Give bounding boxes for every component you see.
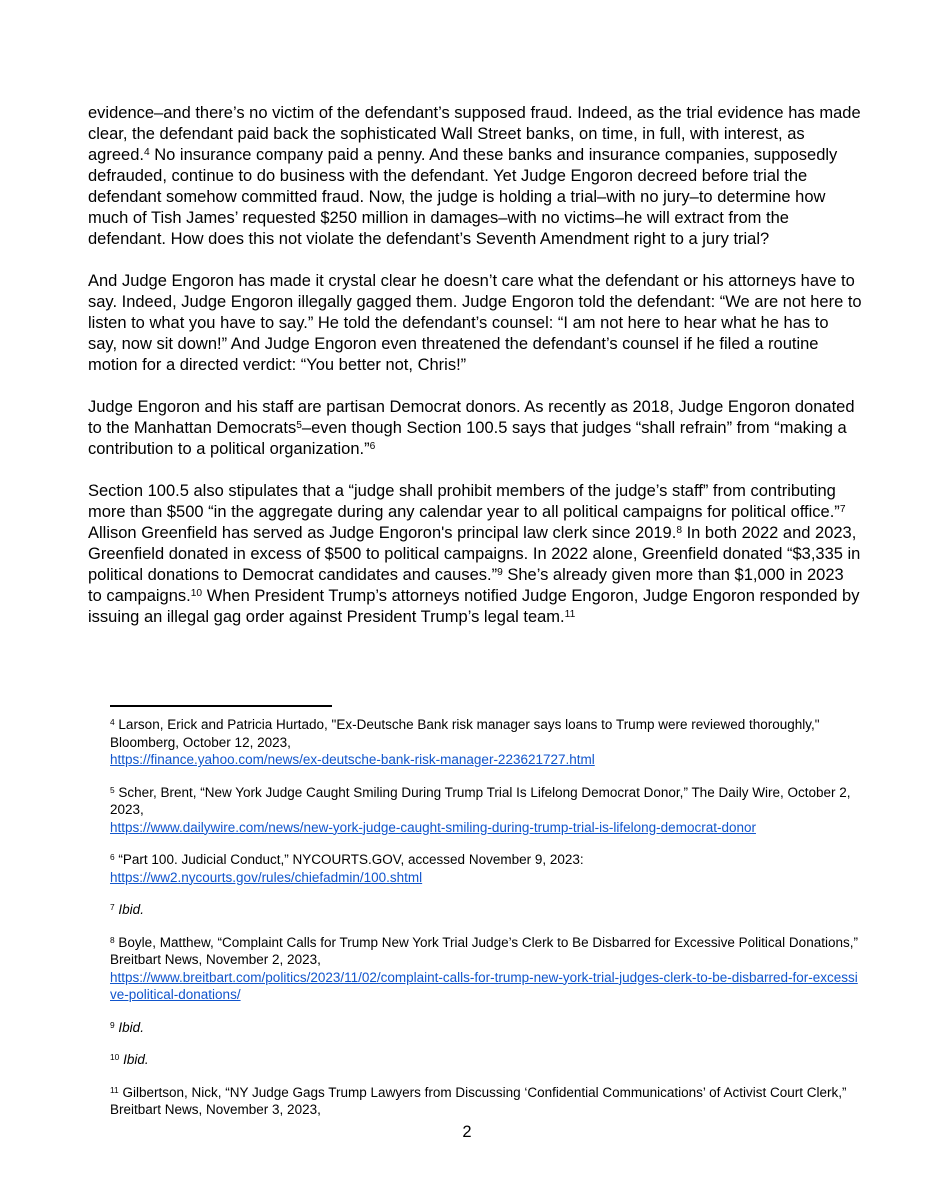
text-run: When President Trump’s attorneys notified Judge Engoron, Judge Engoron responded by issuing an illegal gag order against President Trump’s legal team. bbox=[88, 587, 860, 626]
text-run: No insurance company paid a penny. And these banks and insurance companies, supposedly defrauded, continue to do business with the defendant. Yet Judge Engoron decreed before trial the defendant somehow committed fraud. Now, the judge is holding a trial–with no jury–to determine how much of Tish James’ requested $250 million in damages–with no victims–he will extract from the defendant. How does this not violate the defendant’s Seventh Amendment right to a jury trial? bbox=[88, 146, 838, 248]
footnote-ref: 4 bbox=[143, 147, 150, 159]
footnote-ref: 8 bbox=[676, 525, 682, 537]
footnote bbox=[110, 1084, 862, 1119]
footnote-ref: 5 bbox=[296, 420, 302, 432]
footnote-separator bbox=[110, 705, 332, 707]
text-run: In both 2022 and 2023, Greenfield donated in excess of $500 to political campaigns. In 2022 alone, Greenfield donated “$3,335 in political donations to Democrat candidates and causes.” bbox=[88, 524, 861, 584]
text-run: And Judge Engoron has made it crystal clear he doesn’t care what the defendant or his attorneys have to say. Indeed, Judge Engoron illegally gagged them. Judge Engoron told the defendant: “We are not here to listen to what you have to say.” He told the defendant’s counsel: “I am not here to hear what he has to say, now sit down!” And Judge Engoron even threatened the defendant’s counsel if he filed a routine motion for a directed verdict: “You better not, Chris!” bbox=[88, 272, 862, 374]
ibid-text: Ibid. bbox=[118, 902, 144, 917]
footnote bbox=[110, 1019, 862, 1037]
footnote-link[interactable]: https://ww2.nycourts.gov/rules/chiefadmin/100.shtml bbox=[110, 869, 423, 885]
footnote-number: 7 bbox=[110, 902, 115, 913]
footnotes-section bbox=[110, 705, 862, 1134]
ibid-text: Ibid. bbox=[123, 1052, 149, 1067]
text-run: Judge Engoron and his staff are partisan Democrat donors. As recently as 2018, Judge Engoron donated to the Manhattan Democrats bbox=[88, 398, 855, 437]
footnote-number: 8 bbox=[110, 934, 115, 945]
text-run: Larson, Erick and Patricia Hurtado, "Ex-Deutsche Bank risk manager says loans to Trump were reviewed thoroughly," Bloomberg, October 12, 2023, bbox=[110, 717, 820, 750]
footnote-number: 9 bbox=[110, 1019, 115, 1030]
footnote-link[interactable]: https://www.dailywire.com/news/new-york-judge-caught-smiling-during-trump-trial-is-lifelong-democrat-donor bbox=[110, 819, 756, 835]
footnote bbox=[110, 1051, 862, 1069]
ibid-text: Ibid. bbox=[118, 1019, 144, 1035]
footnote-link[interactable]: https://finance.yahoo.com/news/ex-deutsche-bank-risk-manager-223621727.html bbox=[110, 752, 595, 767]
footnote-number: 5 bbox=[110, 784, 115, 795]
footnote-number: 6 bbox=[110, 852, 115, 863]
text-run: Section 100.5 also stipulates that a “judge shall prohibit members of the judge’s staff” from contributing more than $500 “in the aggregate during any calendar year to all political campaigns for political office.” bbox=[88, 482, 840, 521]
footnote bbox=[110, 784, 862, 837]
footnote bbox=[110, 851, 862, 886]
body-text bbox=[88, 103, 862, 649]
text-run: Scher, Brent, “New York Judge Caught Smiling During Trump Trial Is Lifelong Democrat Donor,” The Daily Wire, October 2, 2023, bbox=[110, 784, 851, 817]
text-run: She’s already given more than $1,000 in 2023 to campaigns. bbox=[88, 566, 844, 605]
footnote-list bbox=[110, 716, 862, 1119]
footnote-ref: 11 bbox=[564, 609, 576, 621]
text-run: “Part 100. Judicial Conduct,” NYCOURTS.GOV, accessed November 9, 2023: bbox=[118, 852, 584, 867]
footnote-number: 11 bbox=[110, 1084, 119, 1095]
footnote-number: 4 bbox=[110, 717, 115, 728]
footnote bbox=[110, 901, 862, 919]
body-paragraph bbox=[88, 481, 862, 628]
body-paragraph bbox=[88, 103, 862, 250]
footnote bbox=[110, 934, 862, 1004]
text-run: evidence–and there’s no victim of the defendant’s supposed fraud. Indeed, as the trial evidence has made clear, the defendant paid back the sophisticated Wall Street banks, on time, in full, with interest, as agreed. bbox=[88, 104, 861, 164]
footnote bbox=[110, 716, 862, 769]
text-run: –even though Section 100.5 says that judges “shall refrain” from “making a contribution to a political organization.” bbox=[88, 419, 847, 458]
footnote-ref: 10 bbox=[190, 588, 203, 600]
footnote-number: 10 bbox=[110, 1052, 120, 1063]
footnote-ref: 6 bbox=[369, 441, 376, 453]
text-run: Allison Greenfield has served as Judge Engoron's principal law clerk since 2019. bbox=[88, 524, 677, 542]
footnote-ref: 7 bbox=[839, 504, 846, 516]
footnote-ref: 9 bbox=[497, 567, 503, 579]
footnote-link[interactable]: https://www.breitbart.com/politics/2023/11/02/complaint-calls-for-trump-new-york-trial-judges-clerk-to-be-disbarred-for-excessive-political-donations/ bbox=[110, 969, 858, 1002]
body-paragraph bbox=[88, 397, 862, 460]
text-run: Gilbertson, Nick, “NY Judge Gags Trump Lawyers from Discussing ‘Confidential Communications’ of Activist Court Clerk,” Breitbart News, November 3, 2023, bbox=[110, 1084, 847, 1117]
text-run: Boyle, Matthew, “Complaint Calls for Trump New York Trial Judge’s Clerk to Be Disbarred for Excessive Political Donations,” Breitbart News, November 2, 2023, bbox=[110, 934, 858, 967]
body-paragraph bbox=[88, 271, 862, 376]
page-number: 2 bbox=[462, 1123, 472, 1141]
